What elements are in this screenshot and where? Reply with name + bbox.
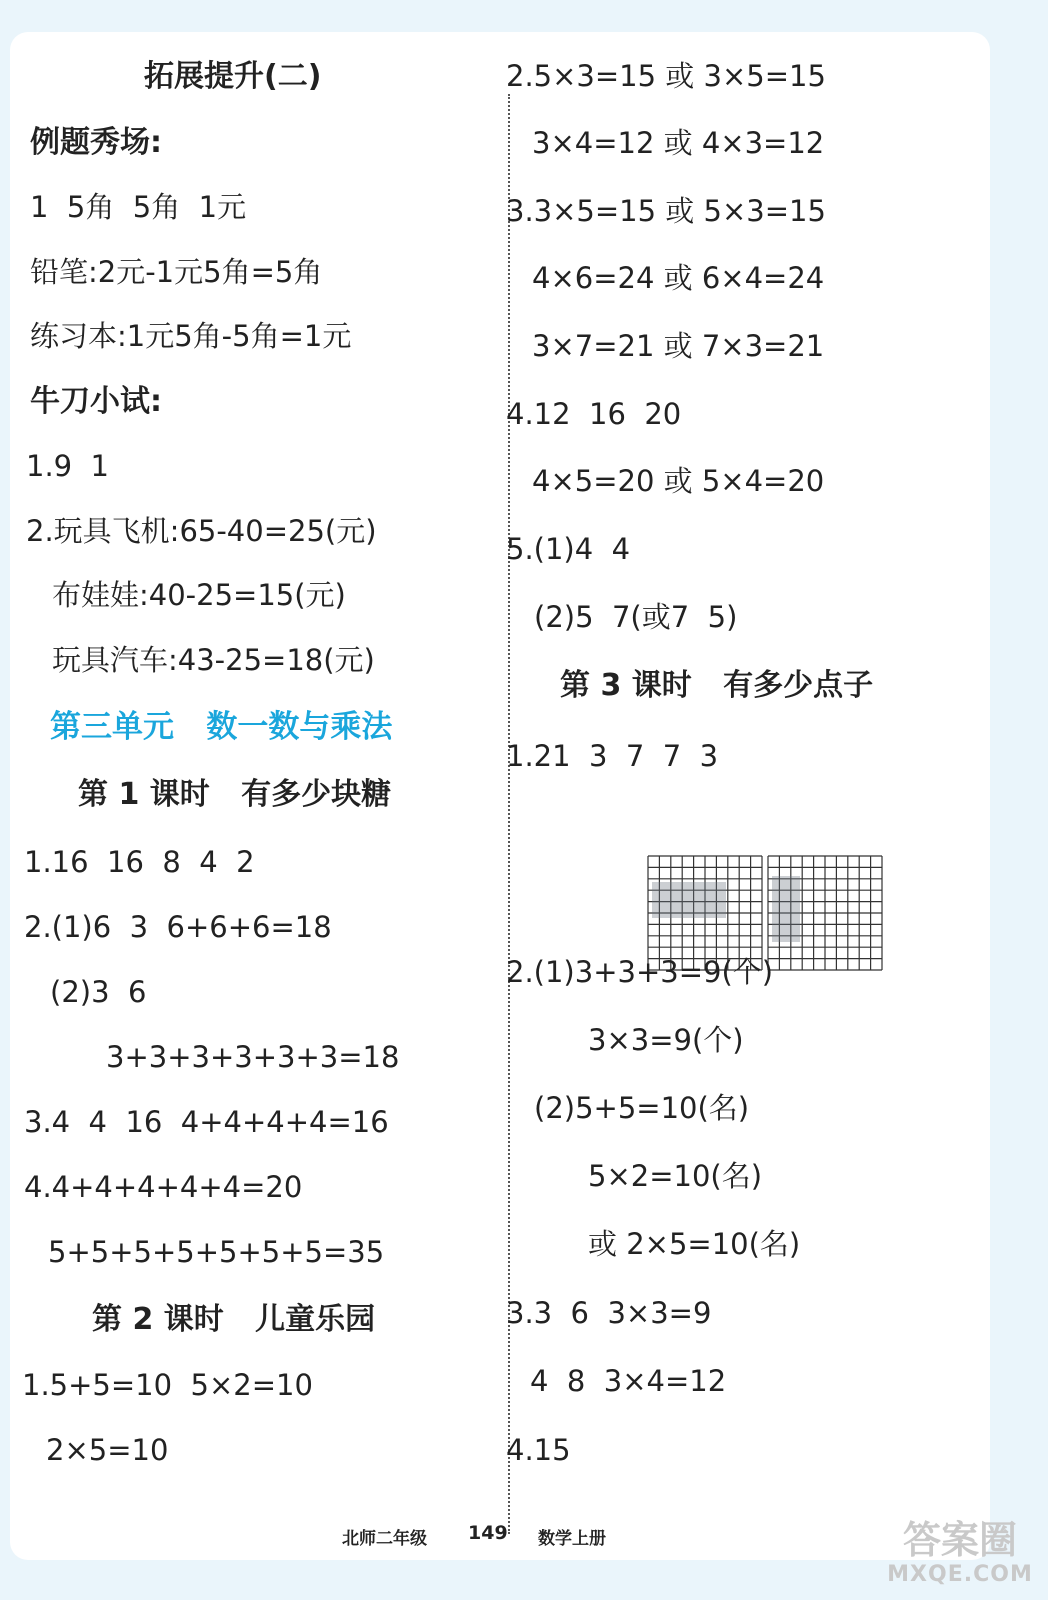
- answer-line: 3+3+3+3+3+3=18: [106, 1040, 400, 1074]
- lesson-title: 第 3 课时 有多少点子: [560, 668, 874, 703]
- footer-page-number: 149: [468, 1522, 508, 1544]
- answer-line: 4×6=24 或 6×4=24: [532, 261, 825, 295]
- footer-grade: 北师二年级: [342, 1529, 427, 1549]
- lesson-title: 第 2 课时 儿童乐园: [92, 1302, 376, 1337]
- trial-heading: 牛刀小试:: [30, 384, 162, 419]
- watermark-text: 答案圈: [902, 1518, 1017, 1562]
- answer-line: 4.12 16 20: [506, 397, 682, 431]
- answer-line: 2.(1)3+3+3=9(个): [506, 955, 774, 989]
- answer-line: (2)5+5=10(名): [534, 1091, 750, 1125]
- answer-line: 1.21 3 7 7 3: [506, 739, 719, 773]
- answer-line: 3×4=12 或 4×3=12: [532, 126, 825, 160]
- answer-line: 5×2=10(名): [588, 1159, 763, 1193]
- answer-line: 3×7=21 或 7×3=21: [532, 329, 825, 363]
- unit-title: 第三单元 数一数与乘法: [50, 709, 393, 745]
- lesson-title: 第 1 课时 有多少块糖: [78, 777, 392, 812]
- trial-line: 玩具汽车:43-25=18(元): [52, 643, 375, 677]
- example-line: 练习本:1元5角-5角=1元: [30, 319, 352, 353]
- answer-line: 3.3 6 3×3=9: [506, 1296, 712, 1330]
- answer-line: (2)5 7(或7 5): [534, 600, 738, 634]
- answer-line: 3×3=9(个): [588, 1023, 744, 1057]
- answer-line: 2×5=10: [46, 1433, 169, 1467]
- answer-line: 5+5+5+5+5+5+5=35: [48, 1235, 385, 1269]
- answer-line: 3.4 4 16 4+4+4+4=16: [24, 1105, 389, 1139]
- example-heading: 例题秀场:: [30, 125, 162, 160]
- answer-line: 1.16 16 8 4 2: [24, 845, 255, 879]
- example-line: 铅笔:2元-1元5角=5角: [30, 255, 323, 289]
- answer-line: 2.(1)6 3 6+6+6=18: [24, 910, 332, 944]
- answer-line: 3.3×5=15 或 5×3=15: [506, 194, 826, 228]
- example-line: 1 5角 5角 1元: [30, 190, 247, 224]
- answer-line: 4.4+4+4+4+4=20: [24, 1170, 303, 1204]
- answer-line: 1.5+5=10 5×2=10: [22, 1368, 313, 1402]
- answer-line: 4×5=20 或 5×4=20: [532, 464, 825, 498]
- answer-page: [10, 32, 990, 1560]
- watermark-url: MXQE.COM: [887, 1562, 1033, 1587]
- answer-line: 或 2×5=10(名): [588, 1227, 801, 1261]
- trial-line: 1.9 1: [26, 449, 110, 483]
- watermark-logo: [880, 1518, 1040, 1596]
- answer-line: (2)3 6: [50, 975, 147, 1009]
- answer-line: 4.15: [506, 1433, 571, 1467]
- answer-line: 4 8 3×4=12: [530, 1364, 727, 1398]
- trial-line: 布娃娃:40-25=15(元): [52, 578, 346, 612]
- answer-line: 5.(1)4 4: [506, 532, 631, 566]
- trial-line: 2.玩具飞机:65-40=25(元): [26, 514, 377, 548]
- footer-subject: 数学上册: [538, 1529, 606, 1549]
- answer-line: 2.5×3=15 或 3×5=15: [506, 59, 826, 93]
- section-title: 拓展提升(二): [144, 59, 322, 94]
